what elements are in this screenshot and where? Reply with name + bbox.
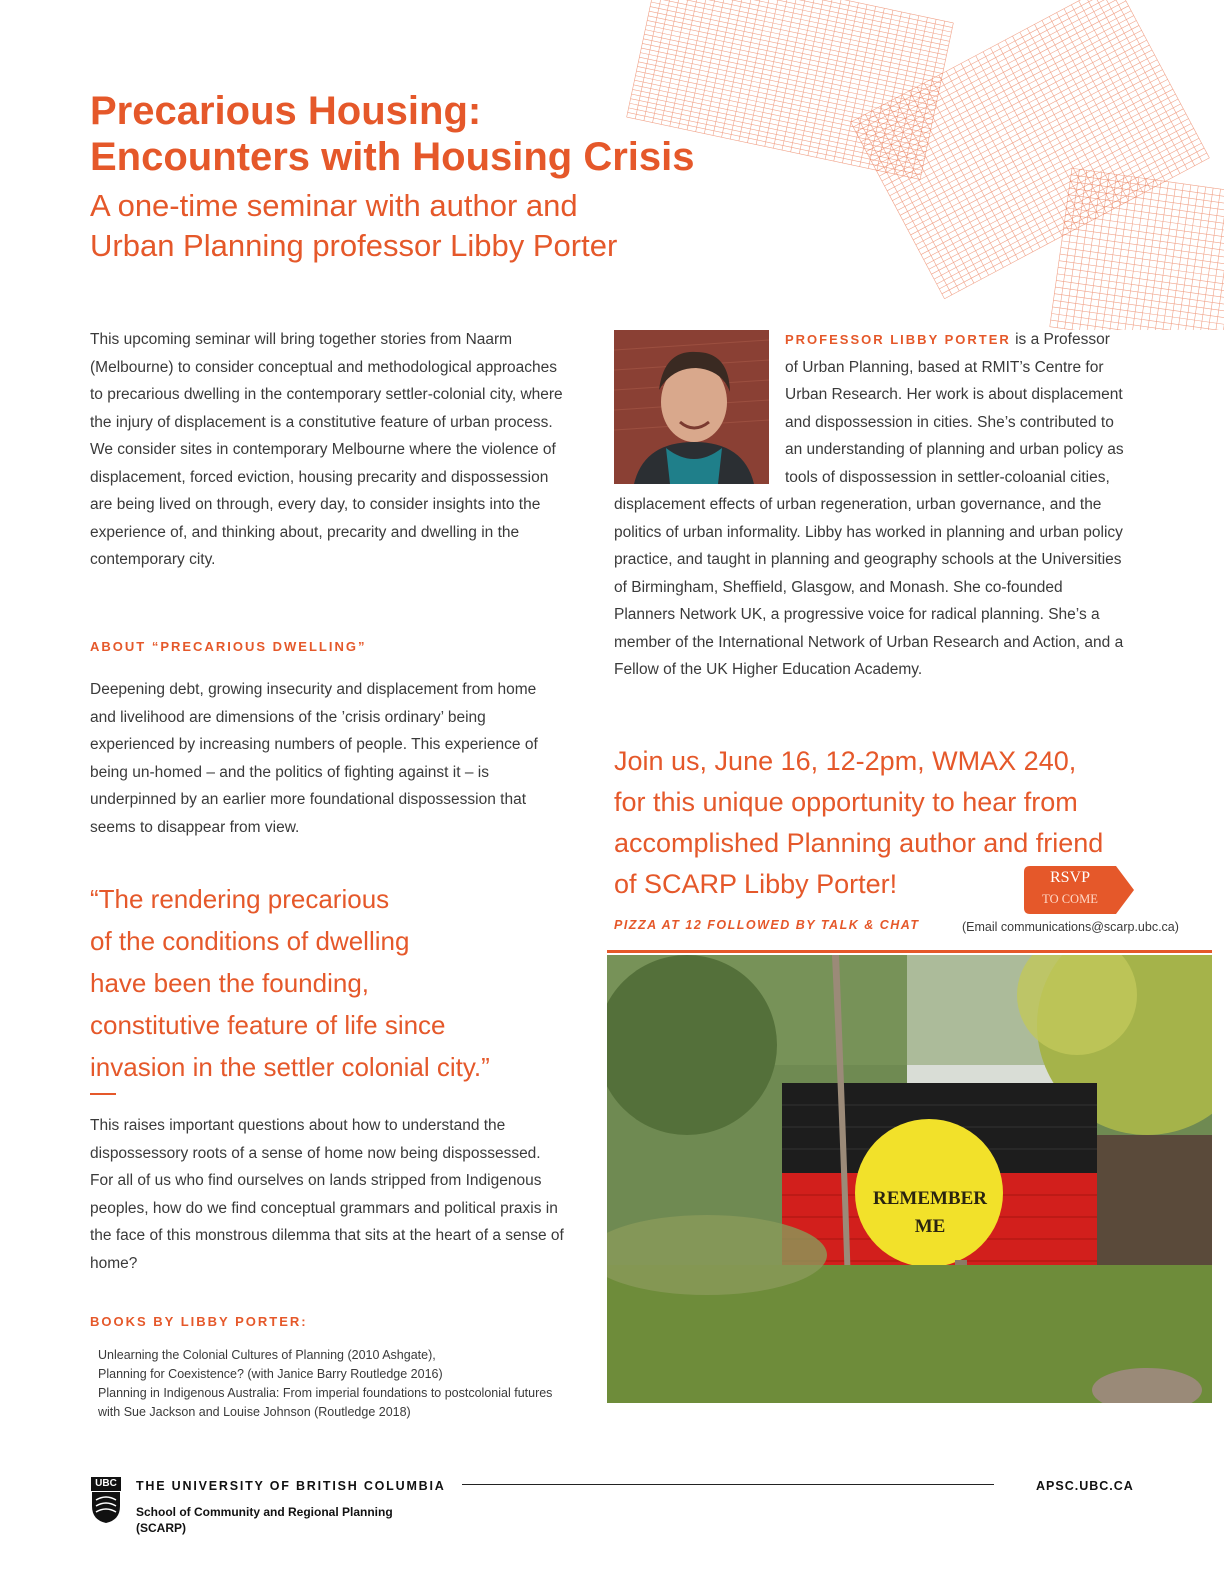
speaker-portrait (614, 330, 769, 484)
page-subtitle (90, 186, 790, 266)
book-item: Planning for Coexistence? (with Janice Barry Routledge 2016) (98, 1367, 443, 1381)
mural-text (855, 1185, 1005, 1241)
quote-line: have been the founding, (90, 968, 370, 998)
school-name (136, 1504, 393, 1536)
school-line-2: (SCARP) (136, 1521, 186, 1535)
question-paragraph: This raises important questions about how to understand the dispossessory roots of a sense of home now being dispossessed. For all of us who find ourselves on lands stripped from Indigenous peoples, how do we find conceptual grammars and political praxis in the face of this monstrous dilemma that sits at the heart of a sense of home? (90, 1117, 564, 1272)
school-line-1: School of Community and Regional Planning (136, 1505, 393, 1519)
books-heading: BOOKS BY LIBBY PORTER: (90, 1314, 308, 1329)
book-item: Planning in Indigenous Australia: From imperial foundations to postcolonial futures with Sue Jackson and Louise Johnson (Routledge 2018) (98, 1386, 553, 1419)
crest-text: UBC (95, 1478, 117, 1489)
pizza-note: PIZZA AT 12 FOLLOWED BY TALK & CHAT (614, 918, 920, 932)
pull-quote (90, 878, 560, 1088)
about-heading: ABOUT “PRECARIOUS DWELLING” (90, 639, 367, 654)
wireframe-mesh (1050, 168, 1224, 330)
mural-photo (607, 955, 1212, 1403)
quote-line: “The rendering precarious (90, 884, 390, 914)
photo-divider (607, 950, 1212, 953)
quote-line: of the conditions of dwelling (90, 926, 410, 956)
intro-paragraph-1: This upcoming seminar will bring together stories from Naarm (Melbourne) to consider conceptual and methodological approaches to precarious dwelling in the contemporary settler-colonial city, where the injury of displacement is a constitutive feature of urban process. (90, 331, 563, 431)
book-item: Unlearning the Colonial Cultures of Planning (2010 Ashgate), (98, 1348, 436, 1362)
intro-text (90, 326, 565, 574)
ubc-crest-logo (90, 1476, 122, 1524)
intro-paragraph-2: We consider sites in contemporary Melbourne where the violence of displacement, forced eviction, housing precarity and dispossession are being lived on through, every day, to consider insights into the experience of, and thinking about, precarity and dwelling in the contemporary city. (90, 441, 556, 568)
footer-divider (462, 1484, 994, 1485)
rsvp-button[interactable] (1024, 866, 1134, 914)
event-line-2: for this unique opportunity to hear from (614, 787, 1078, 817)
books-list (98, 1346, 558, 1422)
website-link[interactable]: APSC.UBC.CA (1036, 1479, 1134, 1493)
speaker-name: PROFESSOR LIBBY PORTER (785, 332, 1011, 347)
mural-photo-illustration (607, 955, 1212, 1403)
mural-text-line-1: REMEMBER (873, 1188, 987, 1209)
bio-text: is a Professor of Urban Planning, based at RMIT’s Centre for Urban Research. Her work is about displacement and dispossession in cities. She’s contributed to an understanding of planning and urban policy as tools of dispossession in settler-coloanial cities, displacement effects of urban regeneration, urban governance, and the politics of urban informality. Libby has worked in planning and urban policy practice, and taught in planning and geography schools at the Universities of Birmingham, Sheffield, Glasgow, and Monash. She co-founded Planners Network UK, a progressive voice for radical planning. She’s a member of the International Network of Urban Research and Action, and a Fellow of the UK Higher Education Academy. (614, 331, 1124, 678)
event-line-1: Join us, June 16, 12-2pm, WMAX 240, (614, 746, 1077, 776)
rsvp-sub-label: TO COME (1042, 892, 1098, 906)
rsvp-label: RSVP (1049, 869, 1091, 886)
mural-text-line-2: ME (914, 1216, 946, 1237)
quote-line: constitutive feature of life since (90, 1010, 446, 1040)
quote-line: invasion in the settler colonial city.” (90, 1052, 490, 1082)
quote-divider (90, 1093, 116, 1095)
email-note: (Email communications@scarp.ubc.ca) (962, 920, 1179, 934)
university-name: THE UNIVERSITY OF BRITISH COLUMBIA (136, 1479, 446, 1493)
subtitle-line-2: Urban Planning professor Libby Porter (90, 228, 618, 263)
portrait-illustration (614, 330, 769, 484)
subtitle-line-1: A one-time seminar with author and (90, 188, 578, 223)
title-line-2: Encounters with Housing Crisis (90, 135, 695, 179)
title-line-1: Precarious Housing: (90, 89, 482, 133)
page-title (90, 88, 790, 180)
event-line-3: accomplished Planning author and friend (614, 828, 1104, 858)
event-line-4: of SCARP Libby Porter! (614, 869, 898, 899)
speaker-bio (614, 326, 1126, 684)
about-paragraph: Deepening debt, growing insecurity and displacement from home and livelihood are dimensions of the ’crisis ordinary’ being experienced by increasing numbers of people. This experience of being un-homed – and the politics of fighting against it – is underpinned by an earlier more foundational dispossession that seems to disappear from view. (90, 681, 538, 836)
